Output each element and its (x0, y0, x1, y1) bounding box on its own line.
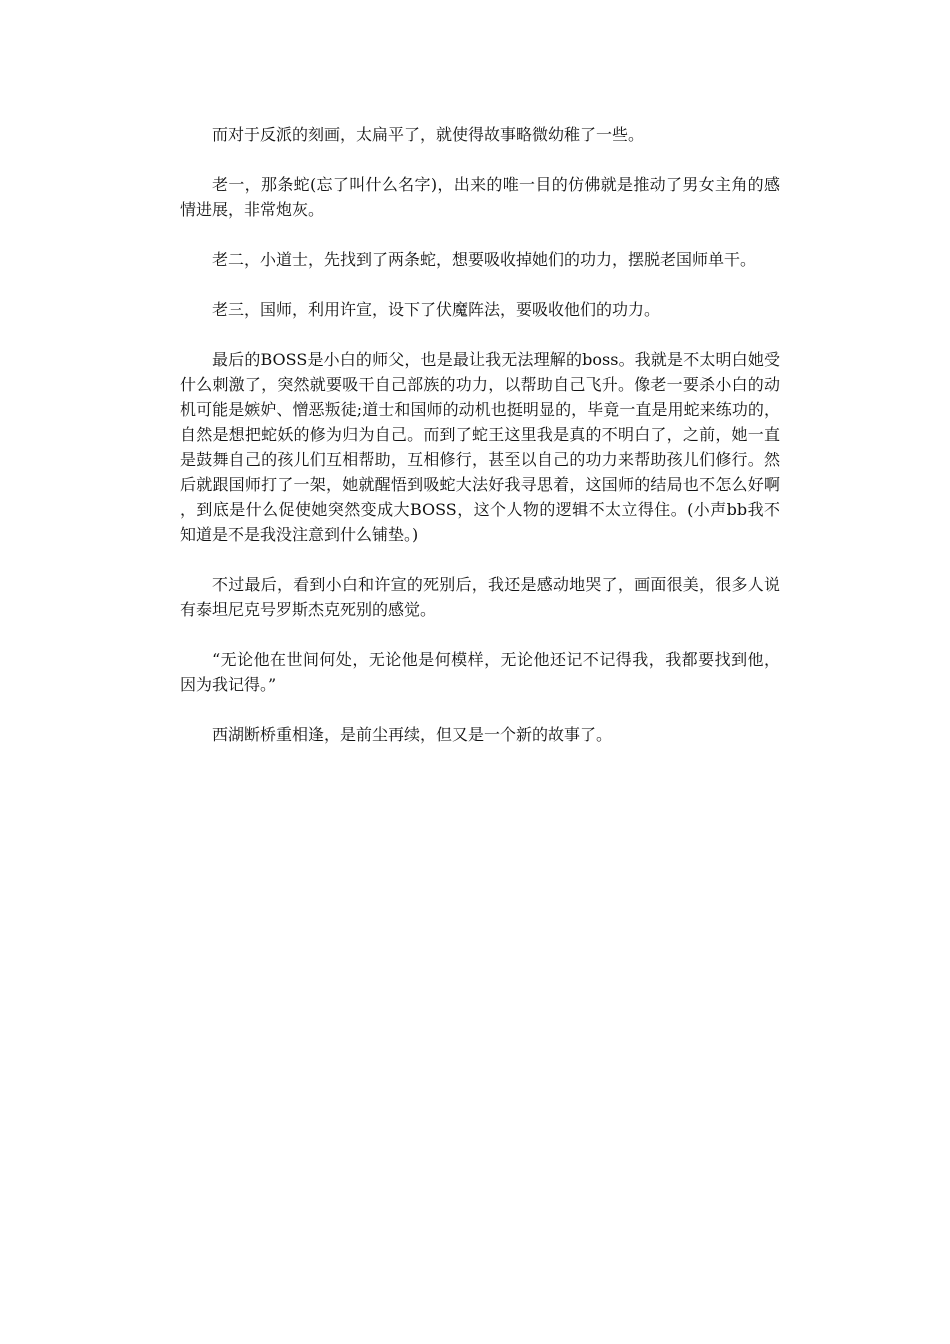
paragraph-villain-portrayal: 而对于反派的刻画，太扁平了，就使得故事略微幼稚了一些。 (212, 125, 645, 144)
paragraph-closing: 西湖断桥重相逢，是前尘再续，但又是一个新的故事了。 (212, 725, 613, 744)
paragraph-quote: “无论他在世间何处，无论他是何模样，无论他还记不记得我，我都要找到他，因为我记得。” (180, 650, 780, 694)
paragraph-first-villain: 老一，那条蛇(忘了叫什么名字)，出来的唯一目的仿佛就是推动了男女主角的感情进展，非常炮灰。 (180, 175, 780, 219)
paragraph-second-villain: 老二，小道士，先找到了两条蛇，想要吸收掉她们的功力，摆脱老国师单干。 (212, 250, 757, 269)
paragraph-third-villain: 老三，国师，利用许宣，设下了伏魔阵法，要吸收他们的功力。 (212, 300, 661, 319)
paragraph-final-boss: 最后的BOSS是小白的师父，也是最让我无法理解的boss。我就是不太明白她受什么刺激了，突然就要吸干自己部族的功力，以帮助自己飞升。像老一要杀小白的动机可能是嫉妒、憎恶叛徒;道士和国师的动机也挺明显的，毕竟一直是用蛇来练功的，自然是想把蛇妖的修为归为自己。而到了蛇王这里我是真的不明白了，之前，她一直是鼓舞自己的孩儿们互相帮助，互相修行，甚至以自己的功力来帮助孩儿们修行。然后就跟国师打了一架，她就醒悟到吸蛇大法好我寻思着，这国师的结局也不怎么好啊，到底是什么促使她突然变成大BOSS，这个人物的逻辑不太立得住。(小声bb我不知道是不是我没注意到什么铺垫。) (180, 350, 780, 544)
document-body (180, 122, 780, 772)
paragraph-ending: 不过最后，看到小白和许宣的死别后，我还是感动地哭了，画面很美，很多人说有泰坦尼克号罗斯杰克死别的感觉。 (180, 575, 780, 619)
